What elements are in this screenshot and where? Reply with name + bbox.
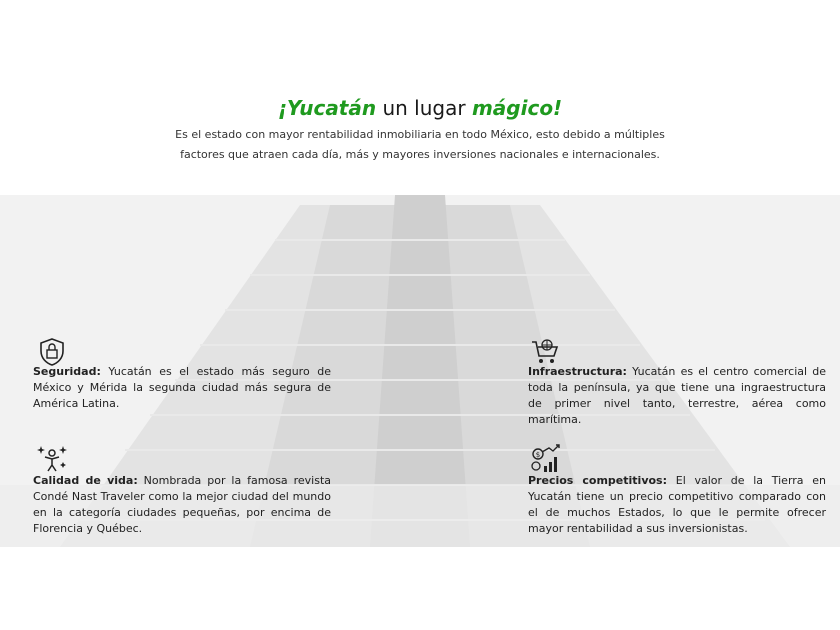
- chart-growth-icon: [530, 444, 560, 474]
- hero-intro: Es el estado con mayor rentabilidad inmobiliaria en todo México, esto debido a múltiples factores que atraen cada día, más y mayores inversiones nacionales e internacionales.: [175, 128, 665, 161]
- hero-title-middle: un lugar: [376, 96, 472, 120]
- svg-text:$: $: [535, 451, 541, 459]
- feature-title: Calidad de vida:: [33, 474, 138, 487]
- feature-text: Yucatán es el estado más seguro de México y Mérida la segunda ciudad más segura de América Latina.: [33, 365, 331, 410]
- hero-title: [0, 96, 840, 120]
- feature-precios-competitivos: [528, 473, 826, 537]
- feature-title: Precios competitivos:: [528, 474, 668, 487]
- feature-title: Infraestructura:: [528, 365, 627, 378]
- feature-calidad-de-vida: [33, 473, 331, 537]
- hero-title-yucatan: ¡Yucatán: [277, 96, 377, 120]
- lock-shield-icon: [37, 337, 67, 367]
- feature-infraestructura: [528, 364, 826, 428]
- feature-title: Seguridad:: [33, 365, 101, 378]
- person-sparkle-icon: [37, 443, 67, 473]
- cart-globe-icon: [530, 336, 560, 366]
- hero-title-magico: mágico!: [471, 96, 563, 120]
- feature-text: Nombrada por la famosa revista Condé Nast Traveler como la mejor ciudad del mundo en la categoría ciudades pequeñas, por encima de Florencia y Québec.: [33, 474, 331, 535]
- feature-seguridad: [33, 364, 331, 412]
- feature-text: El valor de la Tierra en Yucatán tiene un precio competitivo comparado con el de muchos Estados, lo que le permite ofrecer mayor rentabilidad a sus inversionistas.: [528, 474, 826, 535]
- feature-text: Yucatán es el centro comercial de toda la península, ya que tiene una ingraestructura de primer nivel tanto, terrestre, aérea como marítima.: [528, 365, 826, 426]
